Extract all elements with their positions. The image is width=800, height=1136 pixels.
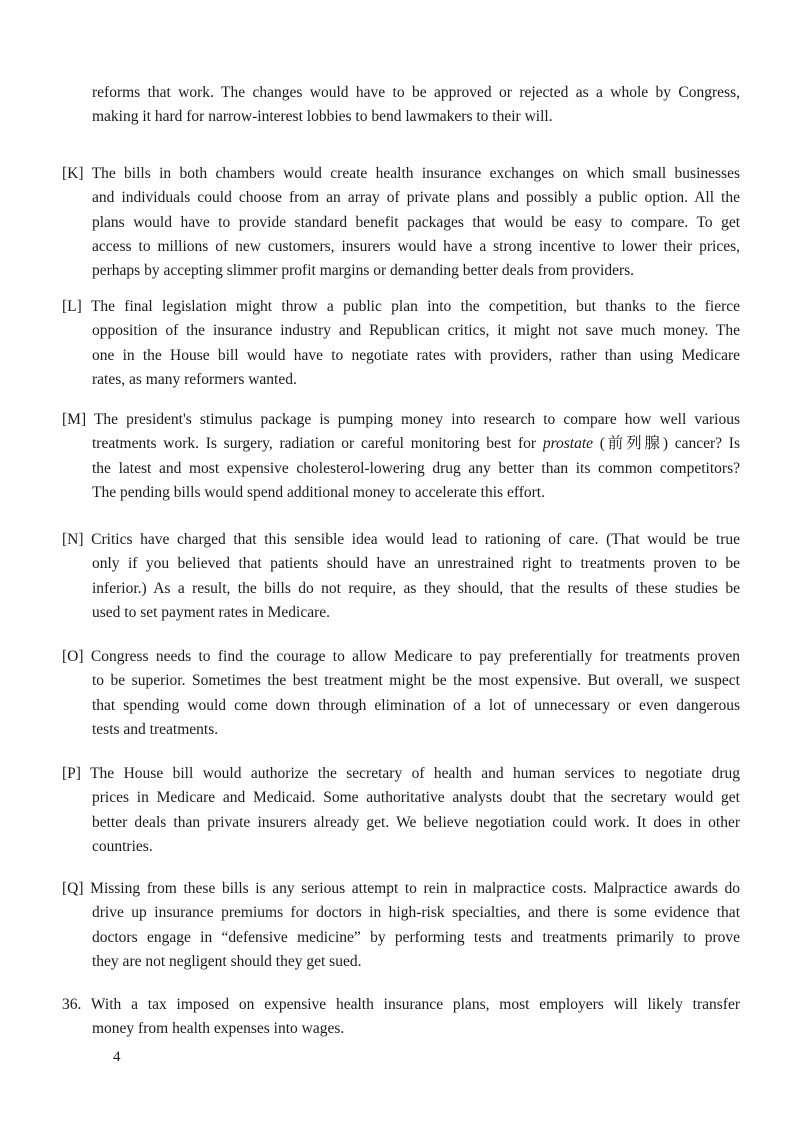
paragraph-l xyxy=(62,295,740,392)
paragraph-label: [O] xyxy=(62,648,84,665)
paragraph-label: [N] xyxy=(62,531,84,548)
text-line: used to set payment rates in Medicare. xyxy=(92,603,331,621)
text-line: tests and treatments. xyxy=(92,720,219,738)
paragraph-m xyxy=(62,408,740,505)
text-line: inferior.) As a result, the bills do not require, as they should, that the results of these studies be xyxy=(92,579,740,597)
text-line: making it hard for narrow-interest lobbies to bend lawmakers to their will. xyxy=(92,108,553,126)
paragraph-n xyxy=(62,528,740,625)
text-line: plans would have to provide standard benefit packages that would be easy to compare. To get xyxy=(92,213,740,231)
text-line: doctors engage in “defensive medicine” by performing tests and treatments primarily to prove xyxy=(92,928,740,946)
paragraph-label: [Q] xyxy=(62,880,84,897)
text-line: access to millions of new customers, insurers would have a strong incentive to lower their prices, xyxy=(92,237,740,255)
text-line: reforms that work. The changes would have to be approved or rejected as a whole by Congress, xyxy=(92,84,740,101)
text-line: opposition of the insurance industry and Republican critics, it might not save much money. The xyxy=(92,322,740,340)
paragraph-label: [M] xyxy=(62,411,87,428)
question-36 xyxy=(62,993,740,1042)
text-line: prices in Medicare and Medicaid. Some authoritative analysts doubt that the secretary would get xyxy=(92,789,740,807)
paragraph-intro xyxy=(62,81,740,130)
text-line: only if you believed that patients should have an unrestrained right to treatments proven to be xyxy=(92,555,740,573)
text-line: The House bill would authorize the secretary of health and human services to negotiate drug xyxy=(90,765,740,782)
paragraph-label: [K] xyxy=(62,165,84,182)
paragraph-q xyxy=(62,877,740,974)
text-line: The pending bills would spend additional money to accelerate this effort. xyxy=(92,483,545,501)
text-line: one in the House bill would have to negotiate rates with providers, rather than using Medicare xyxy=(92,346,740,364)
paragraph-label: [P] xyxy=(62,765,81,782)
text-line: that spending would come down through elimination of a lot of unnecessary or even dangerous xyxy=(92,696,740,714)
question-number: 36. xyxy=(62,996,82,1013)
text-line: money from health expenses into wages. xyxy=(92,1020,345,1038)
text-line: With a tax imposed on expensive health insurance plans, most employers will likely transfer xyxy=(90,996,740,1013)
text-line: Missing from these bills is any serious attempt to rein in malpractice costs. Malpractice awards do xyxy=(90,880,741,897)
text-line: Congress needs to find the courage to allow Medicare to pay preferentially for treatments proven xyxy=(90,648,740,665)
text-line: they are not negligent should they get sued. xyxy=(92,952,362,970)
text-line-with-italic: treatments work. Is surgery, radiation or careful monitoring best for prostate (前列腺) cancer? Is xyxy=(92,435,740,453)
text-line: better deals than private insurers already get. We believe negotiation could work. It does in other xyxy=(92,813,740,831)
text-line: drive up insurance premiums for doctors in high-risk specialties, and there is some evidence that xyxy=(92,904,740,922)
text-line: The bills in both chambers would create health insurance exchanges on which small businesses xyxy=(91,165,740,182)
paragraph-p xyxy=(62,762,740,859)
text-line: The final legislation might throw a public plan into the competition, but thanks to the fierce xyxy=(90,298,740,315)
text-line: to be superior. Sometimes the best treatment might be the most expensive. But overall, we suspect xyxy=(92,672,740,690)
paragraph-label: [L] xyxy=(62,298,82,315)
paragraph-k xyxy=(62,162,740,283)
italic-term: prostate xyxy=(542,435,594,453)
text-line: and individuals could choose from an array of private plans and possibly a public option. All the xyxy=(92,189,740,207)
text-line: Critics have charged that this sensible idea would lead to rationing of care. (That would be true xyxy=(91,531,741,548)
text-line: countries. xyxy=(92,837,153,855)
text-line: perhaps by accepting slimmer profit margins or demanding better deals from providers. xyxy=(92,262,635,280)
text-line: The president's stimulus package is pumping money into research to compare how well various xyxy=(93,411,740,428)
text-line: rates, as many reformers wanted. xyxy=(92,370,297,388)
page-number: 4 xyxy=(113,1049,121,1065)
text-line: the latest and most expensive cholesterol-lowering drug any better than its common competitors? xyxy=(92,459,740,477)
paragraph-o xyxy=(62,645,740,742)
